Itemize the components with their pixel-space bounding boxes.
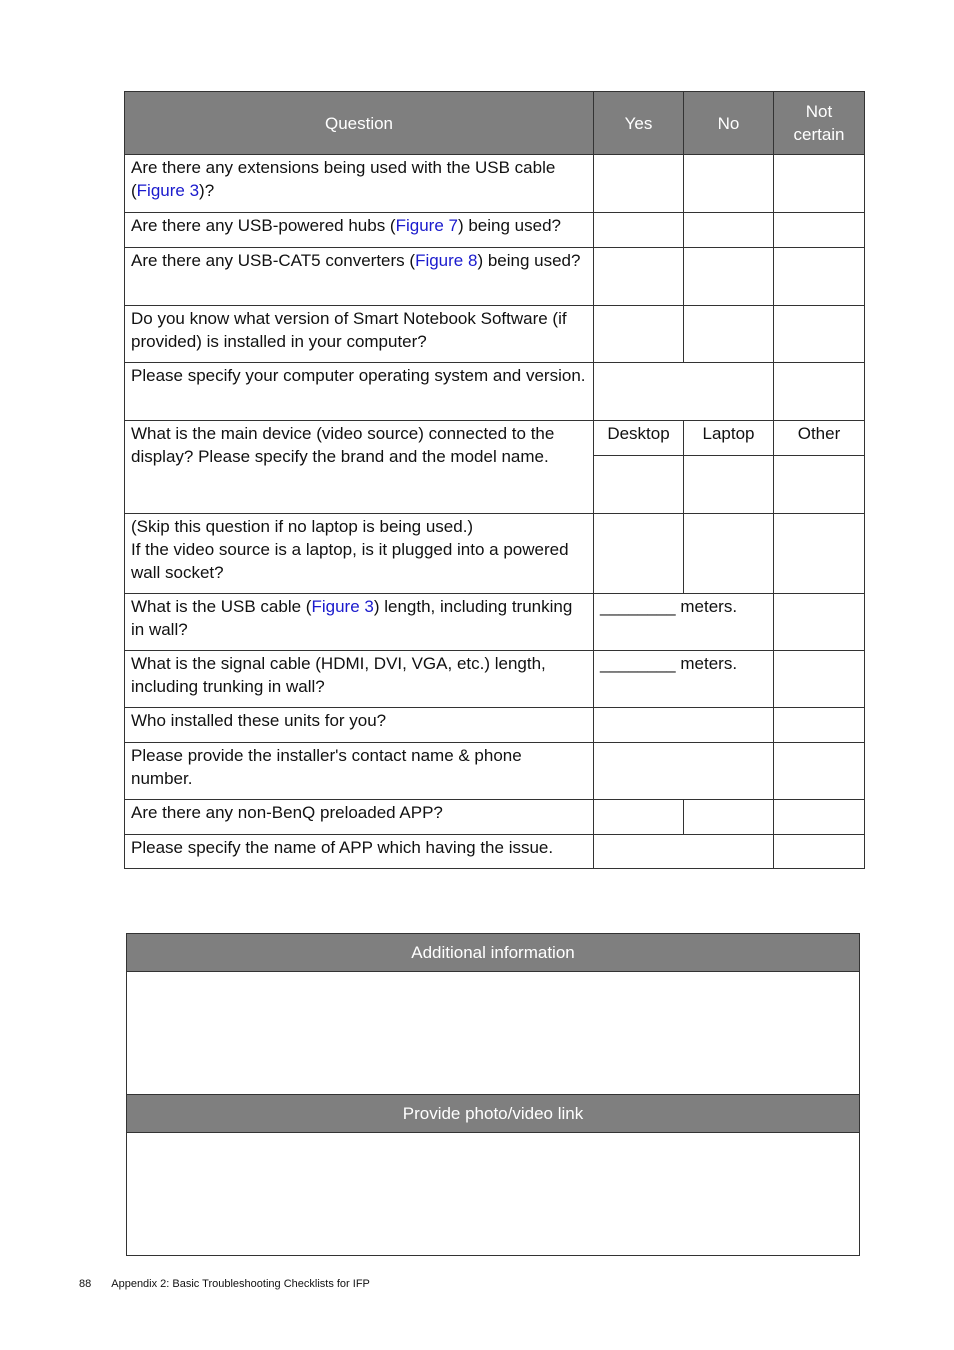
option-laptop: Laptop bbox=[684, 421, 774, 456]
table-row bbox=[125, 155, 865, 213]
answer-no-cell[interactable] bbox=[684, 248, 774, 306]
additional-info-header: Additional information bbox=[127, 934, 860, 972]
page-footer bbox=[79, 1278, 370, 1290]
additional-info-table bbox=[126, 933, 860, 1256]
option-desktop: Desktop bbox=[594, 421, 684, 456]
question-cell: What is the USB cable (Figure 3) length, including trunking in wall? bbox=[125, 594, 594, 651]
figure-link[interactable]: Figure 3 bbox=[311, 597, 374, 616]
header-not-certain: Not certain bbox=[774, 92, 865, 155]
question-cell: What is the main device (video source) connected to the display? Please specify the brand and the model name. bbox=[125, 421, 594, 514]
question-cell: (Skip this question if no laptop is being used.) If the video source is a laptop, is it plugged into a powered wall socket? bbox=[125, 514, 594, 594]
answer-not-certain-cell[interactable] bbox=[774, 213, 865, 248]
answer-yes-cell[interactable] bbox=[594, 514, 684, 594]
table-row bbox=[125, 306, 865, 363]
table-row bbox=[125, 248, 865, 306]
question-cell: Are there any USB-CAT5 converters (Figure 8) being used? bbox=[125, 248, 594, 306]
answer-not-certain-cell[interactable] bbox=[774, 248, 865, 306]
answer-not-certain-cell[interactable] bbox=[774, 835, 865, 869]
header-row bbox=[127, 1095, 860, 1133]
question-cell: Please specify the name of APP which having the issue. bbox=[125, 835, 594, 869]
answer-no-cell[interactable] bbox=[684, 514, 774, 594]
page-number: 88 bbox=[79, 1278, 92, 1290]
length-answer-cell[interactable]: ________ meters. bbox=[594, 594, 774, 651]
length-answer-cell[interactable]: ________ meters. bbox=[594, 651, 774, 708]
question-cell: Are there any extensions being used with the USB cable (Figure 3)? bbox=[125, 155, 594, 213]
answer-no-cell[interactable] bbox=[684, 155, 774, 213]
table-row bbox=[127, 1133, 860, 1256]
additional-info-field[interactable] bbox=[127, 972, 860, 1095]
table-row bbox=[125, 213, 865, 248]
answer-text-cell[interactable] bbox=[594, 708, 774, 743]
answer-not-certain-cell[interactable] bbox=[774, 651, 865, 708]
answer-not-certain-cell[interactable] bbox=[774, 155, 865, 213]
table-row bbox=[127, 972, 860, 1095]
question-cell: Are there any non-BenQ preloaded APP? bbox=[125, 800, 594, 835]
question-cell: Are there any USB-powered hubs (Figure 7) being used? bbox=[125, 213, 594, 248]
figure-link[interactable]: Figure 3 bbox=[136, 181, 200, 200]
table-row bbox=[125, 514, 865, 594]
question-cell: Do you know what version of Smart Notebook Software (if provided) is installed in your computer? bbox=[125, 306, 594, 363]
answer-yes-cell[interactable] bbox=[594, 213, 684, 248]
table-row bbox=[125, 800, 865, 835]
answer-not-certain-cell[interactable] bbox=[774, 363, 865, 421]
answer-text-cell[interactable] bbox=[594, 363, 774, 421]
photo-video-link-field[interactable] bbox=[127, 1133, 860, 1256]
question-cell: Who installed these units for you? bbox=[125, 708, 594, 743]
header-yes: Yes bbox=[594, 92, 684, 155]
answer-not-certain-cell[interactable] bbox=[774, 594, 865, 651]
table-row bbox=[125, 594, 865, 651]
header-no: No bbox=[684, 92, 774, 155]
table-row bbox=[125, 835, 865, 869]
answer-text-cell[interactable] bbox=[594, 835, 774, 869]
troubleshooting-checklist-table bbox=[124, 91, 865, 869]
answer-yes-cell[interactable] bbox=[594, 306, 684, 363]
answer-text-cell[interactable] bbox=[594, 743, 774, 800]
header-row bbox=[127, 934, 860, 972]
answer-no-cell[interactable] bbox=[684, 306, 774, 363]
answer-yes-cell[interactable] bbox=[594, 155, 684, 213]
answer-laptop-cell[interactable] bbox=[684, 456, 774, 514]
answer-not-certain-cell[interactable] bbox=[774, 306, 865, 363]
figure-link[interactable]: Figure 7 bbox=[395, 216, 458, 235]
answer-other-cell[interactable] bbox=[774, 456, 865, 514]
option-other: Other bbox=[774, 421, 865, 456]
answer-not-certain-cell[interactable] bbox=[774, 800, 865, 835]
answer-not-certain-cell[interactable] bbox=[774, 708, 865, 743]
question-cell: Please provide the installer's contact name & phone number. bbox=[125, 743, 594, 800]
answer-not-certain-cell[interactable] bbox=[774, 743, 865, 800]
photo-video-link-header: Provide photo/video link bbox=[127, 1095, 860, 1133]
header-row bbox=[125, 92, 865, 155]
header-question: Question bbox=[125, 92, 594, 155]
answer-yes-cell[interactable] bbox=[594, 248, 684, 306]
section-title: Appendix 2: Basic Troubleshooting Checklists for IFP bbox=[111, 1278, 370, 1290]
question-cell: Please specify your computer operating system and version. bbox=[125, 363, 594, 421]
figure-link[interactable]: Figure 8 bbox=[415, 251, 478, 270]
table-row bbox=[125, 708, 865, 743]
answer-no-cell[interactable] bbox=[684, 800, 774, 835]
answer-not-certain-cell[interactable] bbox=[774, 514, 865, 594]
table-row bbox=[125, 743, 865, 800]
question-cell: What is the signal cable (HDMI, DVI, VGA, etc.) length, including trunking in wall? bbox=[125, 651, 594, 708]
answer-desktop-cell[interactable] bbox=[594, 456, 684, 514]
table-row bbox=[125, 421, 865, 456]
answer-yes-cell[interactable] bbox=[594, 800, 684, 835]
table-row bbox=[125, 651, 865, 708]
table-row bbox=[125, 363, 865, 421]
answer-no-cell[interactable] bbox=[684, 213, 774, 248]
